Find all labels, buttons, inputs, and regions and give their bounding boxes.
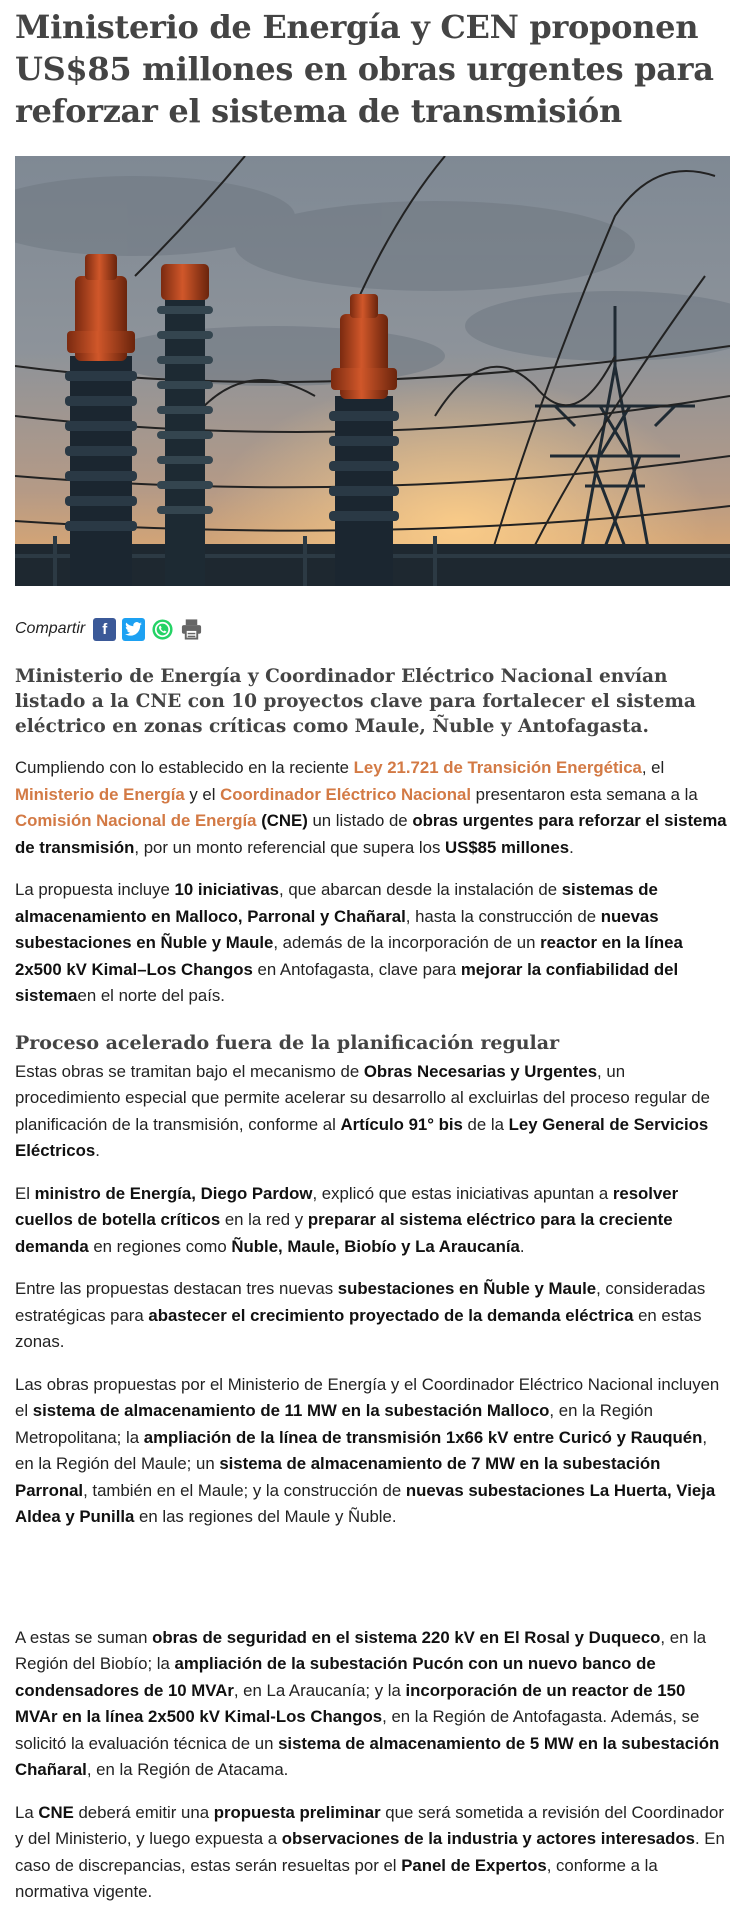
paragraph-8: La CNE deberá emitir una propuesta preliminar que será sometida a revisión del Coordinador y del Ministerio, y luego expuesta a observaciones de la industria y actores interesados. En caso de discrepancias, estas serán resueltas por el Panel de Expertos, conforme a la normativa vigente. bbox=[15, 1802, 725, 1901]
paragraph-7: A estas se suman obras de seguridad en el sistema 220 kV en El Rosal y Duqueco, en la Región del Biobío; la ampliación de la subestación Pucón con un nuevo banco de condensadores de 10 MVAr, en La Araucanía; y la incorporación de un reactor de 150 MVAr en la línea 2x500 kV Kimal-Los Changos, en la Región de Antofagasta. Además, se solicitó la evaluación técnica de un sistema de almacenamiento de 5 MW en la subestación Chañaral, en la Región de Atacama. bbox=[15, 1627, 720, 1779]
link-ministerio-energia[interactable]: Ministerio de Energía bbox=[15, 784, 185, 804]
article bbox=[15, 0, 730, 1906]
section-heading-process: Proceso acelerado fuera de la planificación regular bbox=[15, 1031, 560, 1054]
paragraph-4: El ministro de Energía, Diego Pardow, explicó que estas iniciativas apuntan a resolver cuellos de botella críticos en la red y preparar al sistema eléctrico para la creciente demanda en regiones como Ñuble, Maule, Biobío y La Araucanía. bbox=[15, 1183, 679, 1256]
link-coordinador-electrico[interactable]: Coordinador Eléctrico Nacional bbox=[220, 784, 472, 804]
link-comision-nacional-energia[interactable]: Comisión Nacional de Energía bbox=[15, 811, 257, 830]
paragraph-6: Las obras propuestas por el Ministerio de Energía y el Coordinador Eléctrico Nacional incluyen el sistema de almacenamiento de 11 MW en la subestación Malloco, en la Región Metropolitana; la ampliación de la línea de transmisión 1x66 kV entre Curicó y Rauquén, en la Región del Maule; un sistema de almacenamiento de 7 MW en la subestación Parronal, también en el Maule; y la construcción de nuevas subestaciones La Huerta, Vieja Aldea y Punilla en las regiones del Maule y Ñuble. bbox=[15, 1374, 720, 1526]
hero-image bbox=[15, 156, 730, 586]
share-label: Compartir bbox=[15, 620, 86, 637]
link-ley-21721[interactable]: Ley 21.721 de Transición Energética bbox=[353, 758, 642, 777]
article-title: Ministerio de Energía y CEN proponen US$85 millones en obras urgentes para reforzar el sistema de transmisión bbox=[15, 8, 714, 130]
print-icon[interactable] bbox=[180, 618, 203, 641]
share-bar bbox=[15, 616, 730, 642]
paragraph-2: La propuesta incluye 10 iniciativas, que abarcan desde la instalación de sistemas de almacenamiento en Malloco, Parronal y Chañaral, hasta la construcción de nuevas subestaciones en Ñuble y Maule, además de la incorporación de un reactor en la línea 2x500 kV Kimal–Los Changos en Antofagasta, clave para mejorar la confiabilidad del sistemaen el norte del país. bbox=[15, 880, 683, 1005]
twitter-icon[interactable] bbox=[122, 618, 145, 641]
paragraph-3: Estas obras se tramitan bajo el mecanismo de Obras Necesarias y Urgentes, un procedimiento especial que permite acelerar su desarrollo al excluirlas del proceso regular de planificación de la transmisión, conforme al Artículo 91° bis de la Ley General de Servicios Eléctricos. bbox=[15, 1061, 710, 1160]
facebook-icon[interactable]: f bbox=[93, 618, 116, 641]
article-subtitle: Ministerio de Energía y Coordinador Eléctrico Nacional envían listado a la CNE con 10 proyectos clave para fortalecer el sistema eléctrico en zonas críticas como Maule, Ñuble y Antofagasta. bbox=[15, 666, 696, 737]
whatsapp-icon[interactable] bbox=[151, 618, 174, 641]
paragraph-1: Cumpliendo con lo establecido en la reciente Ley 21.721 de Transición Energética, el Ministerio de Energía y el Coordinador Eléctrico Nacional presentaron esta semana a la Comisión Nacional de Energía (CNE) un listado de obras urgentes para reforzar el sistema de transmisión, por un monto referencial que supera los US$85 millones. bbox=[15, 758, 727, 857]
paragraph-5: Entre las propuestas destacan tres nuevas subestaciones en Ñuble y Maule, consideradas estratégicas para abastecer el crecimiento proyectado de la demanda eléctrica en estas zonas. bbox=[15, 1279, 706, 1351]
